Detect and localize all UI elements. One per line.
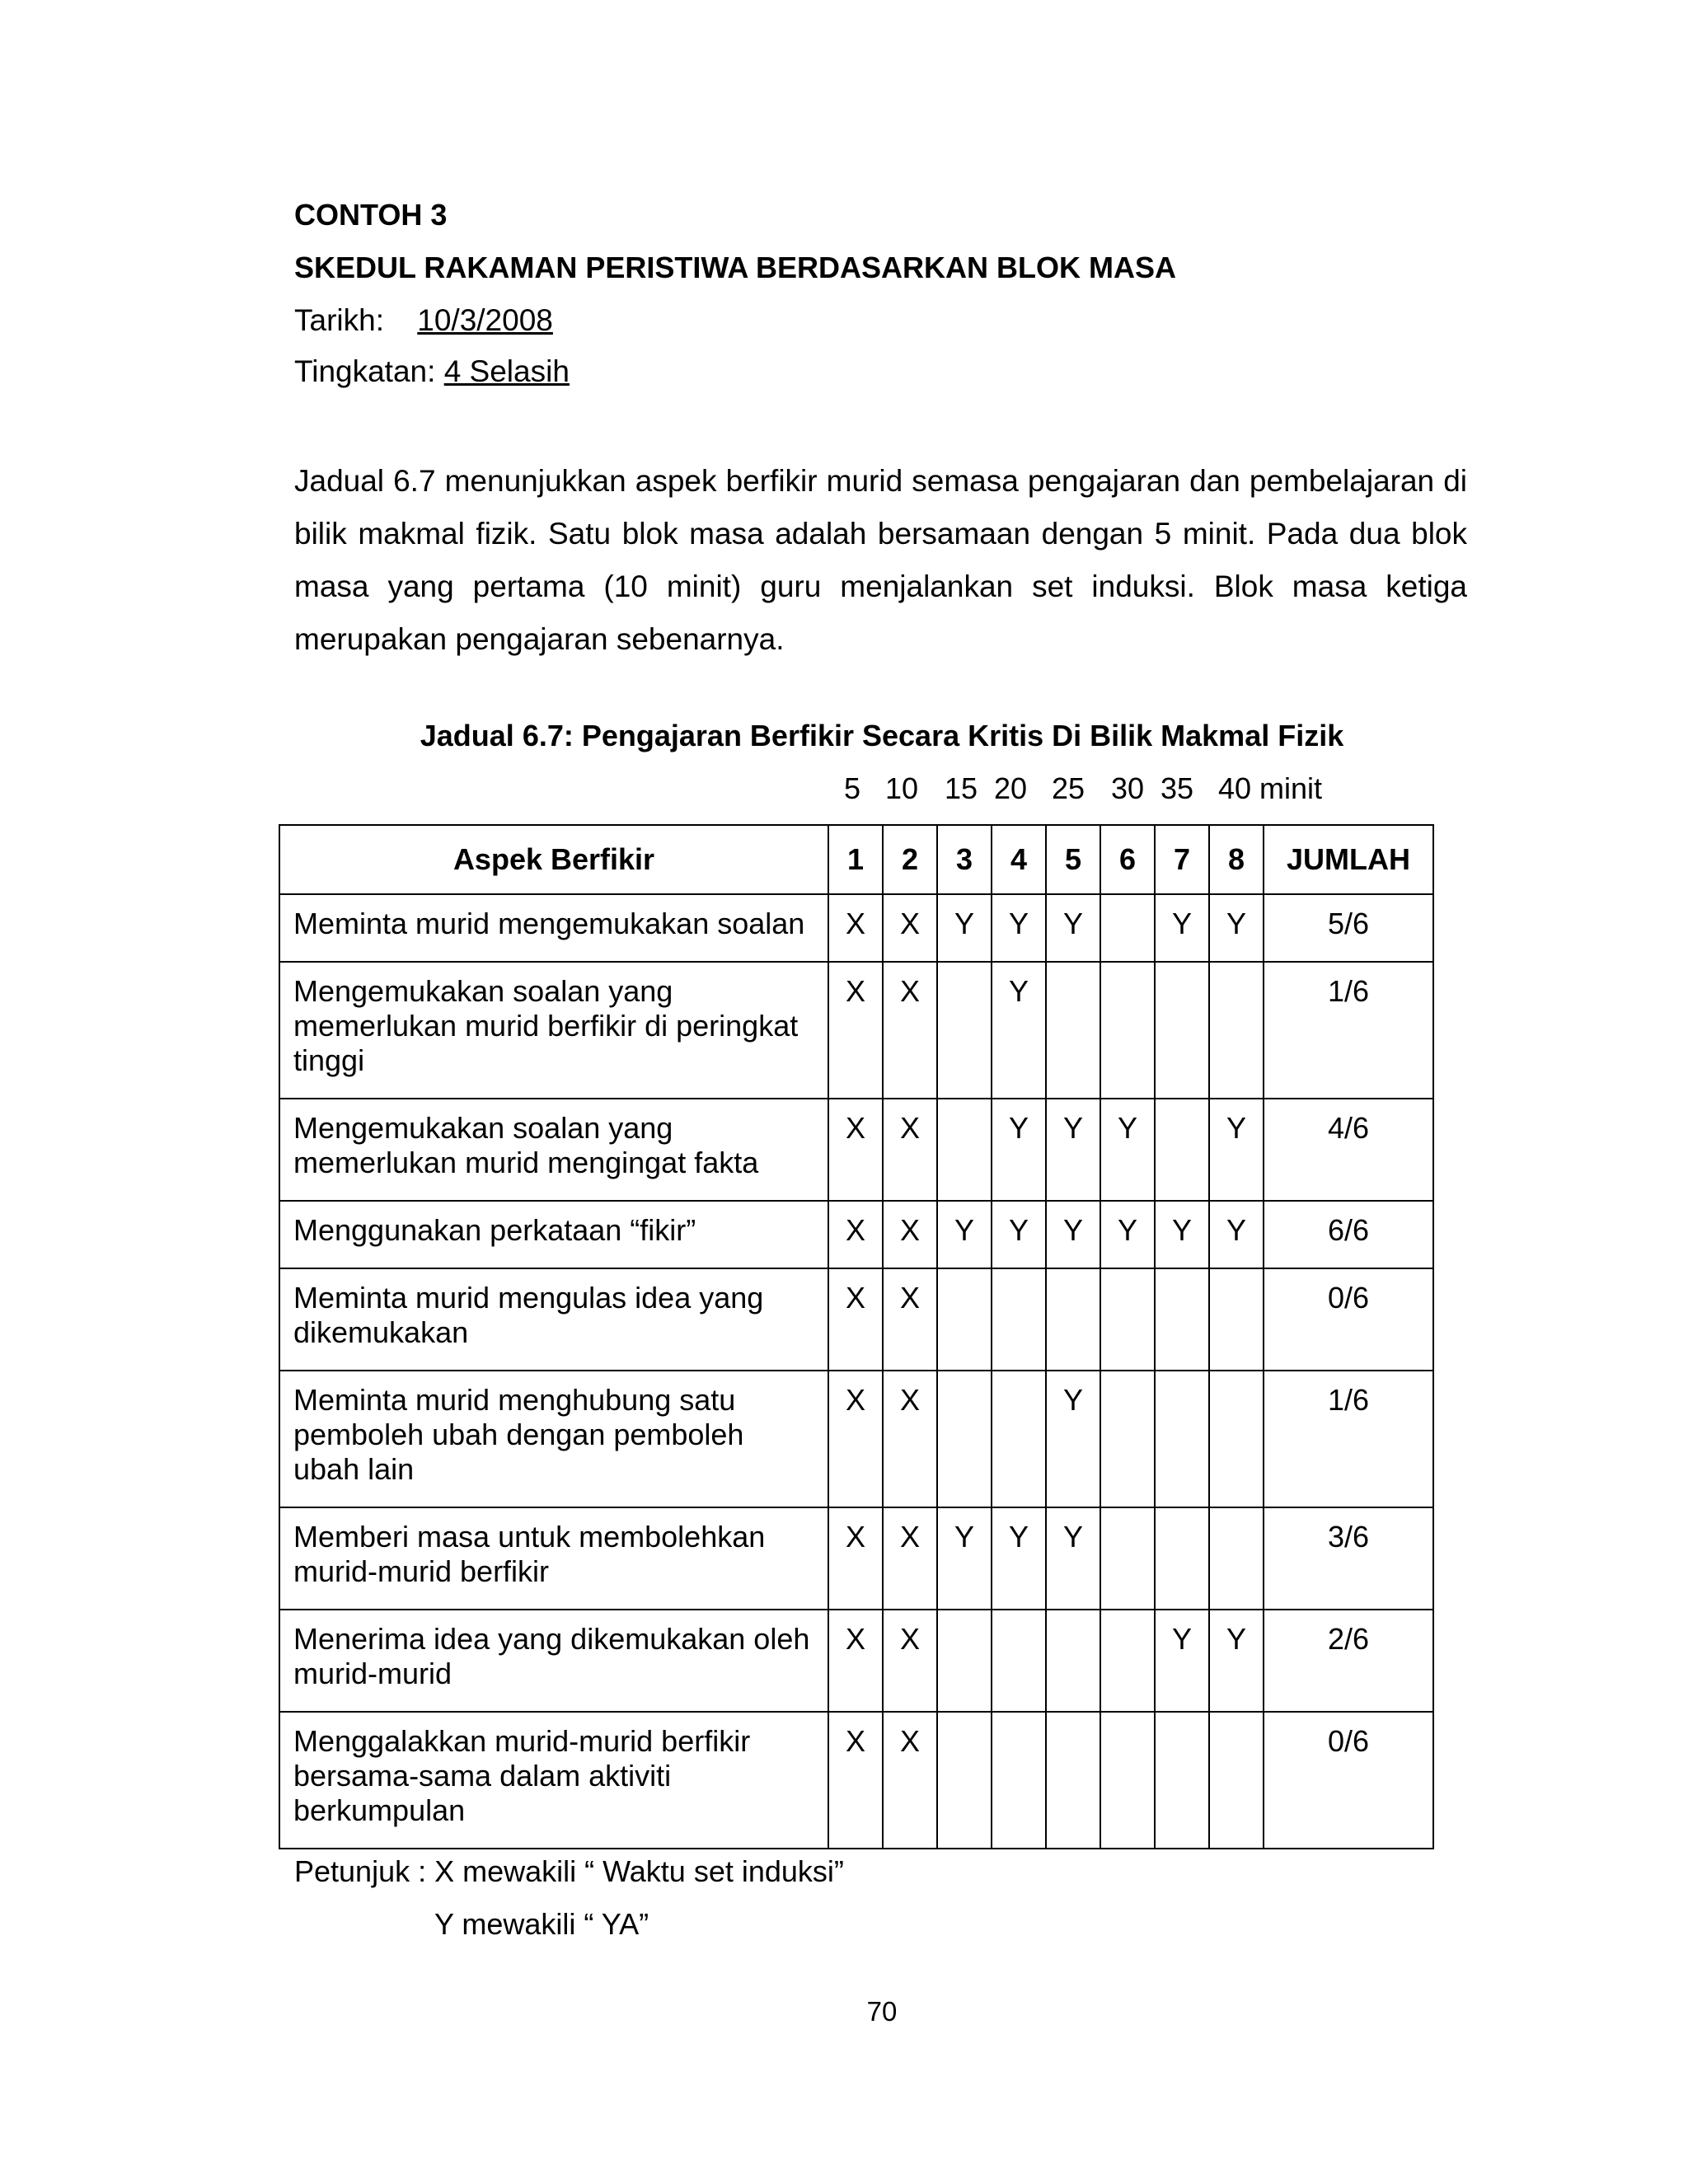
- mark-cell: [1100, 962, 1155, 1099]
- mark-cell: X: [883, 1507, 937, 1610]
- jumlah-cell: 0/6: [1264, 1712, 1433, 1849]
- table-header-row: [279, 825, 1433, 894]
- header-block-6: 6: [1100, 825, 1155, 894]
- header-block-4: 4: [992, 825, 1046, 894]
- mark-cell: Y: [1100, 1201, 1155, 1268]
- page-number: 70: [866, 1996, 898, 2027]
- jumlah-cell: 6/6: [1264, 1201, 1433, 1268]
- aspek-cell: Memberi masa untuk membolehkan murid-murid berfikir: [279, 1507, 828, 1610]
- jumlah-cell: 5/6: [1264, 894, 1433, 962]
- mark-cell: [1046, 1610, 1100, 1712]
- mark-cell: X: [828, 1712, 883, 1849]
- mark-cell: Y: [1046, 1507, 1100, 1610]
- example-heading: CONTOH 3: [294, 198, 448, 232]
- mark-cell: X: [883, 1099, 937, 1201]
- mark-cell: [1209, 962, 1264, 1099]
- mark-cell: [1209, 1507, 1264, 1610]
- mark-cell: X: [828, 962, 883, 1099]
- mark-cell: X: [828, 1610, 883, 1712]
- legend-y: Y mewakili “ YA”: [434, 1907, 649, 1941]
- mark-cell: X: [883, 894, 937, 962]
- mark-cell: X: [883, 1371, 937, 1507]
- mark-cell: Y: [1209, 1201, 1264, 1268]
- jumlah-cell: 1/6: [1264, 962, 1433, 1099]
- mark-cell: X: [828, 1371, 883, 1507]
- table-row: [279, 1371, 1433, 1507]
- mark-cell: [992, 1371, 1046, 1507]
- form-line: [294, 354, 570, 389]
- mark-cell: X: [883, 1201, 937, 1268]
- mark-cell: [992, 1610, 1046, 1712]
- header-block-7: 7: [1155, 825, 1209, 894]
- header-block-8: 8: [1209, 825, 1264, 894]
- time-tick: 10: [885, 771, 919, 805]
- header-aspek: Aspek Berfikir: [279, 825, 828, 894]
- date-line: [294, 303, 553, 338]
- mark-cell: Y: [1046, 1099, 1100, 1201]
- mark-cell: [937, 962, 992, 1099]
- mark-cell: [1155, 1099, 1209, 1201]
- aspek-cell: Mengemukakan soalan yang memerlukan murid berfikir di peringkat tinggi: [279, 962, 828, 1099]
- table-row: [279, 1507, 1433, 1610]
- mark-cell: [1209, 1268, 1264, 1371]
- mark-cell: Y: [1209, 1099, 1264, 1201]
- aspek-cell: Meminta murid menghubung satu pemboleh ubah dengan pemboleh ubah lain: [279, 1371, 828, 1507]
- mark-cell: Y: [992, 1507, 1046, 1610]
- table-row: [279, 1610, 1433, 1712]
- time-tick: 40 minit: [1218, 771, 1323, 805]
- mark-cell: [937, 1268, 992, 1371]
- mark-cell: Y: [1209, 894, 1264, 962]
- aspek-cell: Menerima idea yang dikemukakan oleh murid-murid: [279, 1610, 828, 1712]
- table-row: [279, 894, 1433, 962]
- mark-cell: X: [883, 1610, 937, 1712]
- aspek-cell: Meminta murid mengulas idea yang dikemukakan: [279, 1268, 828, 1371]
- mark-cell: [1100, 1371, 1155, 1507]
- jumlah-cell: 4/6: [1264, 1099, 1433, 1201]
- header-block-2: 2: [883, 825, 937, 894]
- mark-cell: [1155, 1268, 1209, 1371]
- jumlah-cell: 1/6: [1264, 1371, 1433, 1507]
- mark-cell: Y: [937, 894, 992, 962]
- jumlah-cell: 3/6: [1264, 1507, 1433, 1610]
- date-value: 10/3/2008: [417, 303, 553, 337]
- intro-paragraph: Jadual 6.7 menunjukkan aspek berfikir murid semasa pengajaran dan pembelajaran di bilik makmal fizik. Satu blok masa adalah bersamaan dengan 5 minit. Pada dua blok masa yang pertama (10 minit) guru menjalankan set induksi. Blok masa ketiga merupakan pengajaran sebenarnya.: [294, 464, 1467, 656]
- form-label: Tingkatan:: [294, 354, 436, 388]
- mark-cell: [1209, 1371, 1264, 1507]
- mark-cell: [1046, 962, 1100, 1099]
- table-row: [279, 1712, 1433, 1849]
- thinking-aspects-table: [279, 824, 1434, 1849]
- mark-cell: Y: [992, 1201, 1046, 1268]
- mark-cell: [937, 1099, 992, 1201]
- mark-cell: [992, 1712, 1046, 1849]
- time-tick: 15: [945, 771, 978, 805]
- mark-cell: X: [828, 1507, 883, 1610]
- mark-cell: Y: [1155, 1201, 1209, 1268]
- mark-cell: Y: [1046, 894, 1100, 962]
- mark-cell: [937, 1371, 992, 1507]
- mark-cell: X: [883, 1268, 937, 1371]
- mark-cell: [937, 1610, 992, 1712]
- time-tick: 5: [844, 771, 861, 805]
- table-row: [279, 1268, 1433, 1371]
- aspek-cell: Meminta murid mengemukakan soalan: [279, 894, 828, 962]
- mark-cell: [1209, 1712, 1264, 1849]
- mark-cell: [1100, 894, 1155, 962]
- legend-x: Petunjuk : X mewakili “ Waktu set induksi”: [294, 1854, 844, 1888]
- time-tick: 30: [1111, 771, 1145, 805]
- mark-cell: X: [828, 1268, 883, 1371]
- mark-cell: [1100, 1712, 1155, 1849]
- time-tick: 25: [1052, 771, 1085, 805]
- mark-cell: [1046, 1712, 1100, 1849]
- aspek-cell: Menggunakan perkataan “fikir”: [279, 1201, 828, 1268]
- mark-cell: [1155, 962, 1209, 1099]
- mark-cell: Y: [1209, 1610, 1264, 1712]
- mark-cell: Y: [937, 1201, 992, 1268]
- mark-cell: X: [883, 962, 937, 1099]
- table-row: [279, 1099, 1433, 1201]
- schedule-title: SKEDUL RAKAMAN PERISTIWA BERDASARKAN BLOK MASA: [294, 251, 1177, 284]
- header-block-5: 5: [1046, 825, 1100, 894]
- mark-cell: [1100, 1268, 1155, 1371]
- mark-cell: Y: [992, 1099, 1046, 1201]
- mark-cell: [992, 1268, 1046, 1371]
- aspek-cell: Mengemukakan soalan yang memerlukan murid mengingat fakta: [279, 1099, 828, 1201]
- mark-cell: X: [883, 1712, 937, 1849]
- mark-cell: X: [828, 1099, 883, 1201]
- jumlah-cell: 0/6: [1264, 1268, 1433, 1371]
- mark-cell: [1100, 1507, 1155, 1610]
- mark-cell: [1155, 1507, 1209, 1610]
- mark-cell: Y: [992, 894, 1046, 962]
- mark-cell: Y: [992, 962, 1046, 1099]
- time-tick: 20: [994, 771, 1028, 805]
- mark-cell: Y: [1155, 1610, 1209, 1712]
- mark-cell: [1100, 1610, 1155, 1712]
- mark-cell: Y: [1100, 1099, 1155, 1201]
- mark-cell: [1155, 1712, 1209, 1849]
- table-row: [279, 1201, 1433, 1268]
- mark-cell: Y: [1046, 1201, 1100, 1268]
- header-jumlah: JUMLAH: [1264, 825, 1433, 894]
- header-block-3: 3: [937, 825, 992, 894]
- jumlah-cell: 2/6: [1264, 1610, 1433, 1712]
- header-block-1: 1: [828, 825, 883, 894]
- table-row: [279, 962, 1433, 1099]
- mark-cell: [1046, 1268, 1100, 1371]
- mark-cell: [1155, 1371, 1209, 1507]
- mark-cell: X: [828, 894, 883, 962]
- table-caption: Jadual 6.7: Pengajaran Berfikir Secara Kritis Di Bilik Makmal Fizik: [420, 719, 1344, 752]
- mark-cell: Y: [937, 1507, 992, 1610]
- mark-cell: Y: [1155, 894, 1209, 962]
- date-label: Tarikh:: [294, 303, 384, 337]
- form-value: 4 Selasih: [443, 354, 570, 388]
- mark-cell: Y: [1046, 1371, 1100, 1507]
- mark-cell: X: [828, 1201, 883, 1268]
- time-tick: 35: [1160, 771, 1194, 805]
- mark-cell: [937, 1712, 992, 1849]
- aspek-cell: Menggalakkan murid-murid berfikir bersama-sama dalam aktiviti berkumpulan: [279, 1712, 828, 1849]
